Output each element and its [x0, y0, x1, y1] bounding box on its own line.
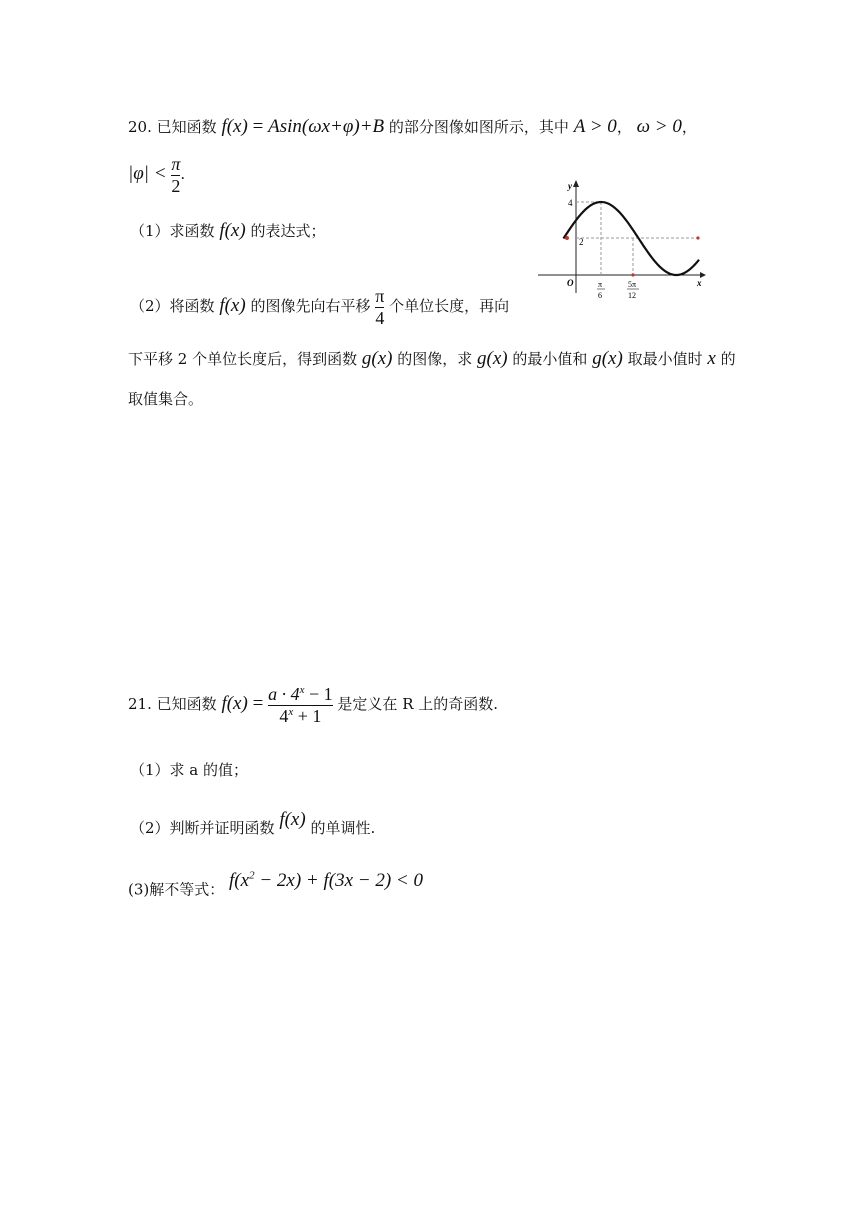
function-g-x: g(x)	[361, 348, 393, 369]
problem-21-part-3	[128, 868, 423, 900]
part-1-text: （1）求 a 的值；	[130, 761, 249, 779]
variable-x: x	[707, 348, 716, 369]
part-2-rest: 个单位长度，再向	[389, 297, 510, 315]
equals-sign: =	[252, 116, 264, 137]
y-tick-2: 2	[579, 237, 584, 247]
problem-20-part-2	[130, 284, 509, 328]
fraction-numerator	[268, 685, 333, 704]
fraction-denominator	[268, 707, 333, 726]
fraction-denominator: 2	[171, 175, 181, 196]
problem-20-statement	[128, 112, 697, 142]
function-f-x: f(x)	[221, 116, 248, 137]
x-tick-pi-6-den: 6	[598, 291, 602, 300]
problem-20-intro: 已知函数	[156, 118, 217, 136]
function-f-x: f(x)	[279, 809, 306, 830]
y-axis-arrow-icon	[573, 180, 579, 187]
function-f-x: f(x)	[219, 220, 246, 241]
pi-over-2-fraction	[171, 155, 180, 196]
part-1-label: （1）求函数	[130, 222, 215, 240]
num-exponent: x	[299, 683, 305, 696]
part-2-mid: 的图像先向右平移	[250, 297, 371, 315]
y-tick-4: 4	[568, 198, 573, 208]
period: .	[180, 165, 186, 183]
x-tick-pi-6-num: π	[598, 280, 603, 289]
pi-over-4-fraction	[375, 287, 384, 328]
curve-end-point	[696, 236, 699, 239]
fraction-numerator: π	[171, 153, 181, 174]
line4-text: 取值集合。	[128, 390, 204, 408]
line3-text-b: 的图像，求	[397, 350, 473, 368]
problem-20-part-2-continued	[128, 343, 736, 375]
tick-point-5pi-12	[631, 273, 634, 276]
problem-21-statement	[128, 676, 498, 732]
sine-graph	[530, 175, 710, 305]
den-a: 4	[279, 705, 289, 726]
function-f-x: f(x)	[221, 693, 248, 714]
function-g-x: g(x)	[592, 348, 623, 369]
sine-formula: Asin(ωx+φ)+B	[268, 116, 385, 137]
problem-21-number: 21.	[128, 695, 152, 713]
part-2-label: （2）判断并证明函数	[130, 819, 275, 837]
num-b: − 1	[304, 683, 333, 704]
x-tick-5pi-12-den: 12	[628, 291, 636, 300]
part-2-rest: 的单调性.	[310, 819, 376, 837]
inequality	[229, 870, 423, 891]
problem-20-number: 20.	[128, 118, 152, 136]
den-b: + 1	[293, 705, 322, 726]
problem-21-part-1	[130, 756, 248, 784]
ineq-b: − 2x) + f(3x − 2) < 0	[254, 870, 423, 892]
x-tick-5pi-12-num: 5π	[628, 280, 637, 289]
line3-text-d: 取最小值时	[627, 350, 703, 368]
fraction-denominator: 4	[375, 307, 385, 328]
fraction-numerator: π	[375, 285, 385, 306]
part-1-rest: 的表达式；	[250, 222, 326, 240]
problem-20-part-1	[130, 215, 326, 247]
problem-21-intro: 已知函数	[156, 695, 217, 713]
den-exponent: x	[288, 705, 294, 718]
part-3-label: (3)解不等式：	[128, 880, 225, 899]
function-g-x: g(x)	[477, 348, 508, 369]
origin-label: O	[567, 278, 574, 288]
curve-start-point	[565, 236, 569, 240]
line3-text-a: 下平移 2 个单位长度后，得到函数	[128, 350, 358, 368]
condition-omega: ω > 0	[636, 116, 682, 137]
function-f-x: f(x)	[219, 295, 246, 316]
problem-21-part-2	[130, 809, 376, 844]
problem-21-desc: 是定义在 R 上的奇函数.	[337, 695, 499, 713]
equals-sign: =	[252, 693, 264, 714]
num-a: a · 4	[268, 683, 300, 704]
part-2-label: （2）将函数	[130, 297, 215, 315]
condition-A: A > 0	[573, 116, 617, 137]
odd-function-fraction	[268, 685, 333, 726]
x-axis-label: x	[697, 278, 702, 288]
condition-phi	[128, 152, 185, 196]
ineq-exponent: 2	[249, 870, 255, 882]
line3-text-c: 的最小值和	[512, 350, 588, 368]
problem-20-desc: 的部分图像如图所示，其中	[388, 118, 569, 136]
ineq-a: f(x	[229, 870, 250, 892]
comma: ，	[616, 118, 632, 136]
comma: ，	[681, 118, 697, 136]
problem-20-line-4	[128, 386, 203, 412]
y-axis-label: y	[568, 181, 572, 191]
line3-text-e: 的	[720, 350, 736, 368]
condition-phi-left: |φ| <	[128, 163, 167, 184]
